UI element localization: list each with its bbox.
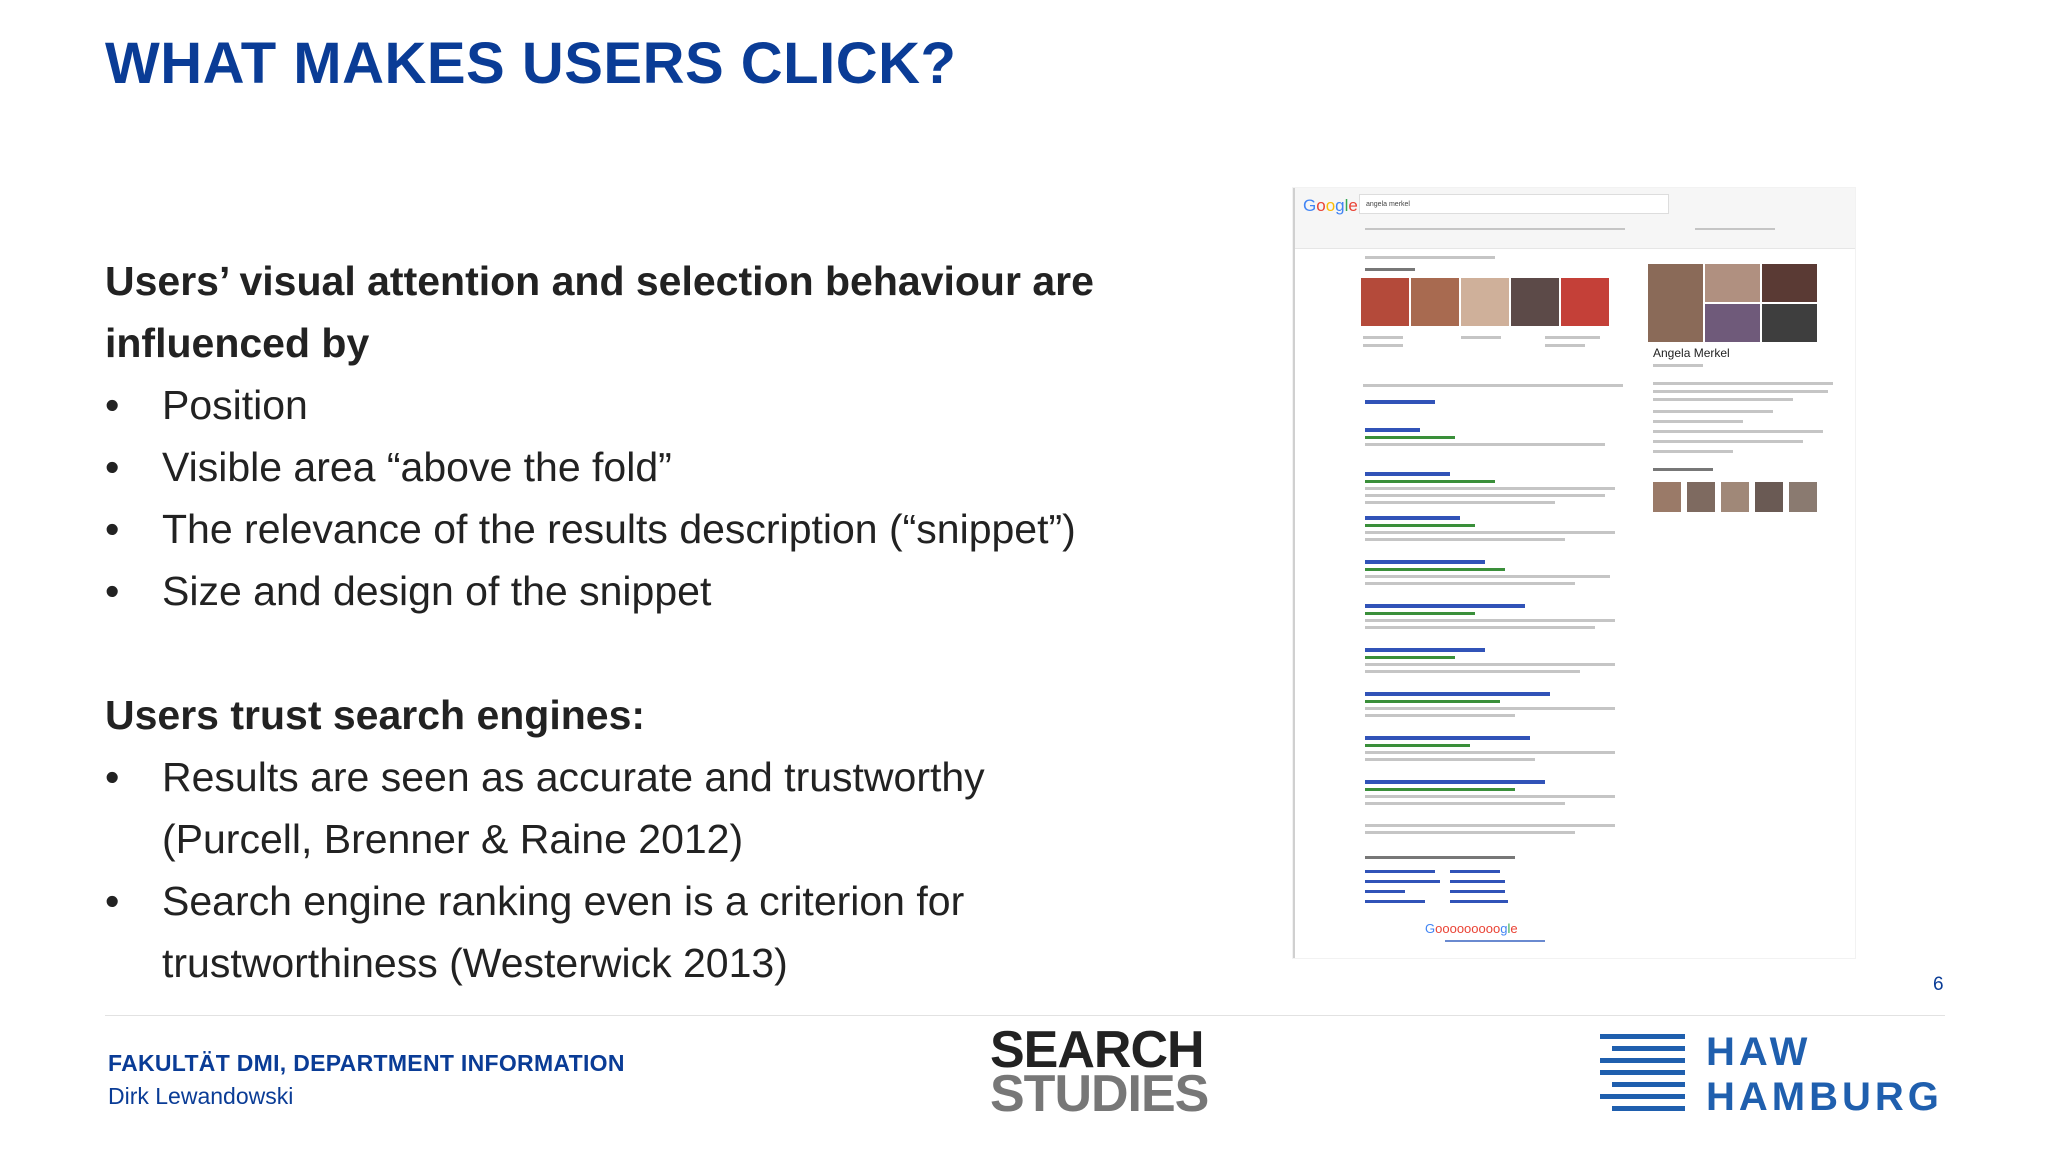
- serp-result-title: [1365, 604, 1525, 608]
- serp-result-title: [1365, 472, 1450, 476]
- influence-list: [105, 374, 1185, 622]
- list-item: • The relevance of the results description (“snippet”): [105, 498, 1185, 560]
- serp-result-title: [1365, 516, 1460, 520]
- serp-result-title: [1365, 736, 1530, 740]
- bullet-icon: •: [105, 878, 120, 924]
- slide-body: [105, 250, 1185, 994]
- news-image: [1361, 278, 1409, 326]
- serp-screenshot: [1293, 188, 1855, 958]
- knowledge-panel-image: [1762, 304, 1817, 342]
- trust-heading: Users trust search engines:: [105, 692, 646, 738]
- influence-heading: Users’ visual attention and selection behaviour are influenced by: [105, 258, 1094, 366]
- serp-result-title: [1365, 648, 1485, 652]
- list-item: • Size and design of the snippet: [105, 560, 1185, 622]
- knowledge-panel-image: [1705, 264, 1760, 302]
- bullet-icon: •: [105, 568, 120, 614]
- serp-result-title: [1365, 560, 1485, 564]
- list-item: • Position: [105, 374, 1185, 436]
- google-logo: Google: [1303, 196, 1358, 215]
- footer-author: Dirk Lewandowski: [108, 1083, 294, 1109]
- page-number: 6: [1933, 974, 1944, 995]
- list-item: • Visible area “above the fold”: [105, 436, 1185, 498]
- knowledge-panel-image: [1762, 264, 1817, 302]
- serp-result-title: [1365, 780, 1545, 784]
- pagination-logo: Gooooooooogle: [1425, 921, 1518, 936]
- footer-department: FAKULTÄT DMI, DEPARTMENT INFORMATION: [108, 1050, 625, 1076]
- serp-header: [1295, 188, 1855, 249]
- bullet-icon: •: [105, 382, 120, 428]
- knowledge-panel-image: [1648, 264, 1703, 342]
- serp-result-title: [1365, 692, 1550, 696]
- news-image: [1511, 278, 1559, 326]
- bullet-icon: •: [105, 506, 120, 552]
- knowledge-panel-name: Angela Merkel: [1653, 346, 1730, 360]
- trust-list: [105, 746, 1025, 994]
- list-item: • Search engine ranking even is a criterion for trustworthiness (Westerwick 2013): [105, 870, 1025, 994]
- list-item: • Results are seen as accurate and trustworthy (Purcell, Brenner & Raine 2012): [105, 746, 1025, 870]
- footer-divider: [105, 1015, 1945, 1016]
- bullet-icon: •: [105, 444, 120, 490]
- bullet-icon: •: [105, 754, 120, 800]
- knowledge-panel-image: [1705, 304, 1760, 342]
- news-image: [1411, 278, 1459, 326]
- search-studies-logo: SEARCH STUDIES: [990, 1021, 1209, 1123]
- serp-search-input: angela merkel: [1359, 194, 1669, 214]
- slide-title: WHAT MAKES USERS CLICK?: [105, 31, 957, 96]
- news-image: [1561, 278, 1609, 326]
- serp-result-title: [1365, 428, 1420, 432]
- news-image: [1461, 278, 1509, 326]
